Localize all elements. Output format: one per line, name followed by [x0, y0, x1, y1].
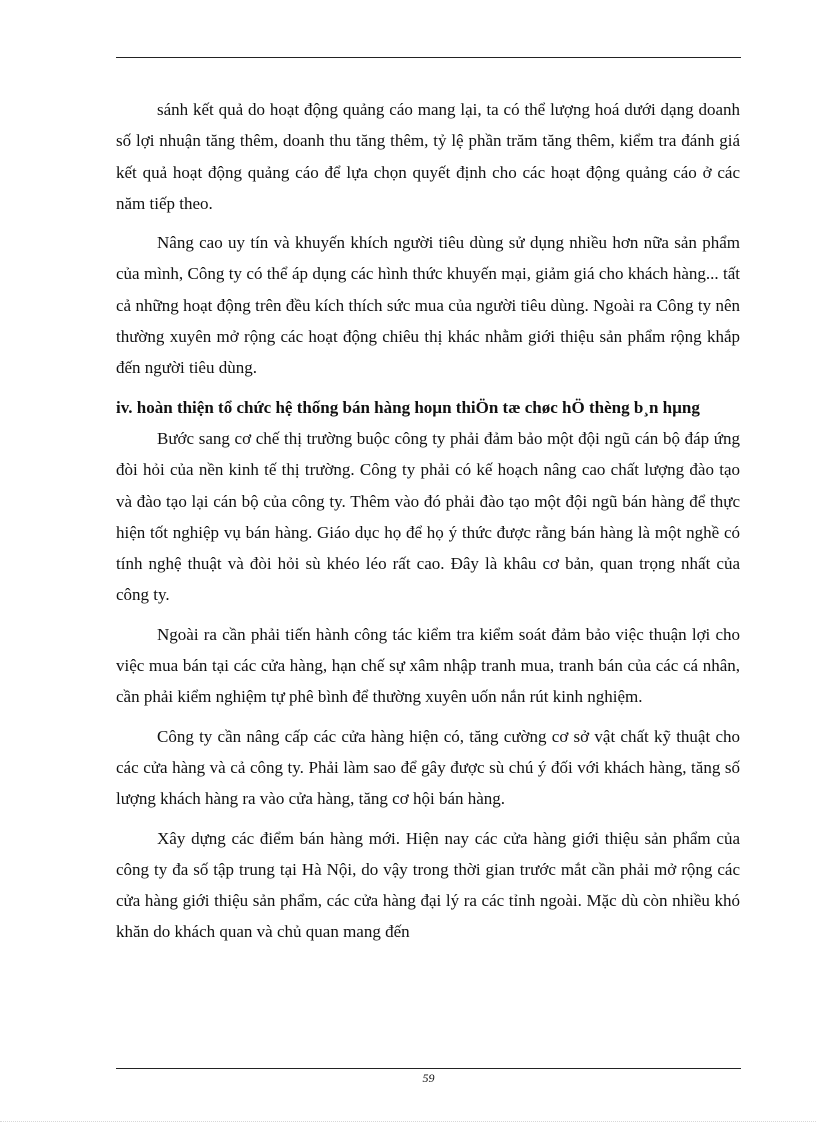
page-body	[116, 94, 740, 956]
footer-rule	[116, 1068, 741, 1069]
header-rule	[116, 57, 741, 58]
paragraph-6: Xây dựng các điểm bán hàng mới. Hiện nay các cửa hàng giới thiệu sản phẩm của công ty đa số tập trung tại Hà Nội, do vậy trong thời gian trước mắt cần phải mở rộng các cửa hàng giới thiệu sản phẩm, các cửa hàng đại lý ra các tỉnh ngoài. Mặc dù còn nhiều khó khăn do khách quan và chủ quan mang đến	[116, 828, 740, 942]
page-edge-dots	[0, 1121, 816, 1122]
paragraph-5: Công ty cần nâng cấp các cửa hàng hiện có, tăng cường cơ sở vật chất kỹ thuật cho các cửa hàng và cả công ty. Phải làm sao để gây được sù chú ý đối với khách hàng, tăng số lượng khách hàng ra vào cửa hàng, tăng cơ hội bán hàng.	[116, 726, 740, 809]
section-heading: iv. hoàn thiện tổ chức hệ thống bán hàng hoµn thiÖn tæ chøc hÖ thèng b¸n hµng	[116, 397, 700, 417]
paragraph-4: Ngoài ra cần phải tiến hành công tác kiểm tra kiểm soát đảm bảo việc thuận lợi cho việc mua bán tại các cửa hàng, hạn chế sự xâm nhập tranh mua, tranh bán của các cá nhân, cần phải kiểm nghiệm tự phê bình để thường xuyên uốn nắn rút kinh nghiệm.	[116, 624, 740, 707]
page-number: 59	[422, 1071, 435, 1085]
paragraph-3: Bước sang cơ chế thị trường buộc công ty phải đảm bảo một đội ngũ cán bộ đáp ứng đòi hỏi của nền kinh tế thị trường. Công ty phải có kế hoạch nâng cao chất lượng đào tạo và đào tạo lại cán bộ của công ty. Thêm vào đó phải đào tạo một đội ngũ bán hàng để thực hiện tốt nghiệp vụ bán hàng. Giáo dục họ để họ ý thức được rằng bán hàng là một nghề có tính nghệ thuật và đòi hỏi sù khéo léo rất cao. Đây là khâu cơ bản, quan trọng nhất của công ty.	[116, 428, 740, 605]
paragraph-2: Nâng cao uy tín và khuyến khích người tiêu dùng sử dụng nhiều hơn nữa sản phẩm của mình, Công ty có thể áp dụng các hình thức khuyến mại, giảm giá cho khách hàng... tất cả những hoạt động trên đều kích thích sức mua của người tiêu dùng. Ngoài ra Công ty nên thường xuyên mở rộng các hoạt động chiêu thị khác nhằm giới thiệu sản phẩm rộng khắp đến người tiêu dùng.	[116, 233, 740, 378]
paragraph-1: sánh kết quả do hoạt động quảng cáo mang lại, ta có thể lượng hoá dưới dạng doanh số lợi nhuận tăng thêm, doanh thu tăng thêm, tỷ lệ phần trăm tăng thêm, kiểm tra đánh giá kết quả hoạt động quảng cáo để lựa chọn quyết định cho các hoạt động quảng cáo ở các năm tiếp theo.	[116, 100, 740, 213]
